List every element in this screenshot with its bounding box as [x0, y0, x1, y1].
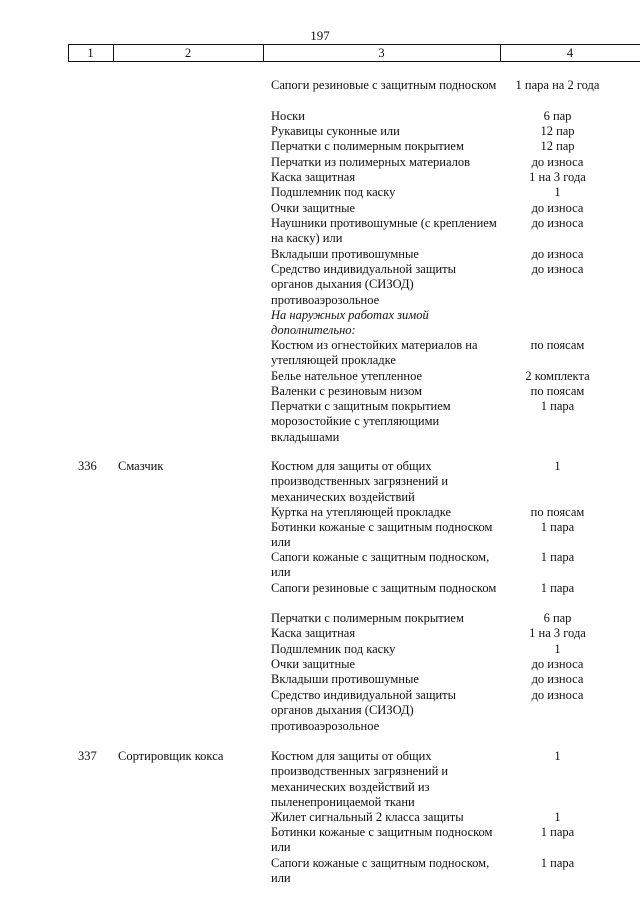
item-cell: Очки защитные — [271, 201, 356, 215]
norm-cell: до износа — [531, 657, 584, 671]
item-cell: Средство индивидуальной защиты органов дыхания (СИЗОД) противоаэрозольное — [271, 262, 457, 307]
item-cell: Сапоги резиновые с защитным подноском — [271, 78, 497, 92]
norm-cell: до износа — [531, 262, 584, 276]
item-cell: Валенки с резиновым низом — [271, 384, 423, 398]
job-title: Сортировщик кокса — [118, 749, 224, 763]
norm-cell: до износа — [531, 688, 584, 702]
norm-cell: 1 пара — [540, 520, 575, 534]
norm-cell: до износа — [531, 216, 584, 230]
item-cell: Средство индивидуальной защиты органов дыхания (СИЗОД) противоаэрозольное — [271, 688, 457, 733]
item-cell: Каска защитная — [271, 170, 356, 184]
section-subheading: На наружных работах зимой дополнительно: — [271, 308, 429, 338]
item-cell: Ботинки кожаные с защитным подноском или — [271, 520, 493, 550]
item-cell: Костюм из огнестойких материалов на утепляющей прокладке — [271, 338, 478, 368]
norm-cell: 1 пара на 2 года — [515, 78, 600, 92]
norm-cell: до износа — [531, 672, 584, 686]
row-number: 337 — [78, 749, 97, 763]
item-cell: Жилет сигнальный 2 класса защиты — [271, 810, 464, 824]
item-cell: Костюм для защиты от общих производственных загрязнений и механических воздействий — [271, 459, 449, 504]
job-title: Смазчик — [118, 459, 164, 473]
norm-cell: 1 пара — [540, 581, 575, 595]
header-col-4: 4 — [566, 46, 574, 60]
norm-cell: до износа — [531, 247, 584, 261]
norm-cell: 1 на 3 года — [529, 170, 586, 184]
norm-cell: до износа — [531, 201, 584, 215]
norm-cell: по поясам — [530, 384, 585, 398]
norm-cell: 6 пар — [543, 611, 572, 625]
norm-cell: 1 — [554, 185, 561, 199]
item-cell: Сапоги кожаные с защитным подноском, или — [271, 550, 490, 580]
norm-cell: 1 — [554, 642, 561, 656]
header-col-2: 2 — [184, 46, 192, 60]
norm-cell: по поясам — [530, 505, 585, 519]
item-cell: Наушники противошумные (с креплением на каску) или — [271, 216, 497, 246]
item-cell: Каска защитная — [271, 626, 356, 640]
item-cell: Костюм для защиты от общих производственных загрязнений и механических воздействий из пыленепроницаемой ткани — [271, 749, 449, 809]
norm-cell: по поясам — [530, 338, 585, 352]
norm-cell: 1 пара — [540, 399, 575, 413]
item-cell: Белье нательное утепленное — [271, 369, 423, 383]
norm-cell: 1 — [554, 749, 561, 763]
norm-cell: 12 пар — [540, 139, 575, 153]
norm-cell: 1 — [554, 459, 561, 473]
norm-cell: 1 — [554, 810, 561, 824]
page-number: 197 — [310, 28, 330, 43]
item-cell: Вкладыши противошумные — [271, 672, 419, 686]
item-cell: Рукавицы суконные или — [271, 124, 400, 138]
header-col-1: 1 — [87, 46, 94, 60]
item-cell: Подшлемник под каску — [271, 185, 396, 199]
norm-cell: до износа — [531, 155, 584, 169]
item-cell: Очки защитные — [271, 657, 356, 671]
item-cell: Перчатки из полимерных материалов — [271, 155, 471, 169]
item-cell: Перчатки с защитным покрытием морозостойкие с утепляющими вкладышами — [271, 399, 451, 444]
norm-cell: 2 комплекта — [525, 369, 590, 383]
norm-cell: 1 на 3 года — [529, 626, 586, 640]
norm-cell: 6 пар — [543, 109, 572, 123]
row-number: 336 — [78, 459, 97, 473]
item-cell: Носки — [271, 109, 305, 123]
item-cell: Подшлемник под каску — [271, 642, 396, 656]
norm-cell: 1 пара — [540, 856, 575, 870]
item-cell: Ботинки кожаные с защитным подноском или — [271, 825, 493, 855]
norm-cell: 1 пара — [540, 550, 575, 564]
item-cell: Сапоги кожаные с защитным подноском, или — [271, 856, 490, 886]
column-number-header — [68, 44, 640, 62]
item-cell: Перчатки с полимерным покрытием — [271, 139, 464, 153]
item-cell: Перчатки с полимерным покрытием — [271, 611, 464, 625]
item-cell: Куртка на утепляющей прокладке — [271, 505, 452, 519]
norm-cell: 1 пара — [540, 825, 575, 839]
norm-cell: 12 пар — [540, 124, 575, 138]
item-cell: Сапоги резиновые с защитным подноском — [271, 581, 497, 595]
item-cell: Вкладыши противошумные — [271, 247, 419, 261]
header-col-3: 3 — [378, 46, 385, 60]
